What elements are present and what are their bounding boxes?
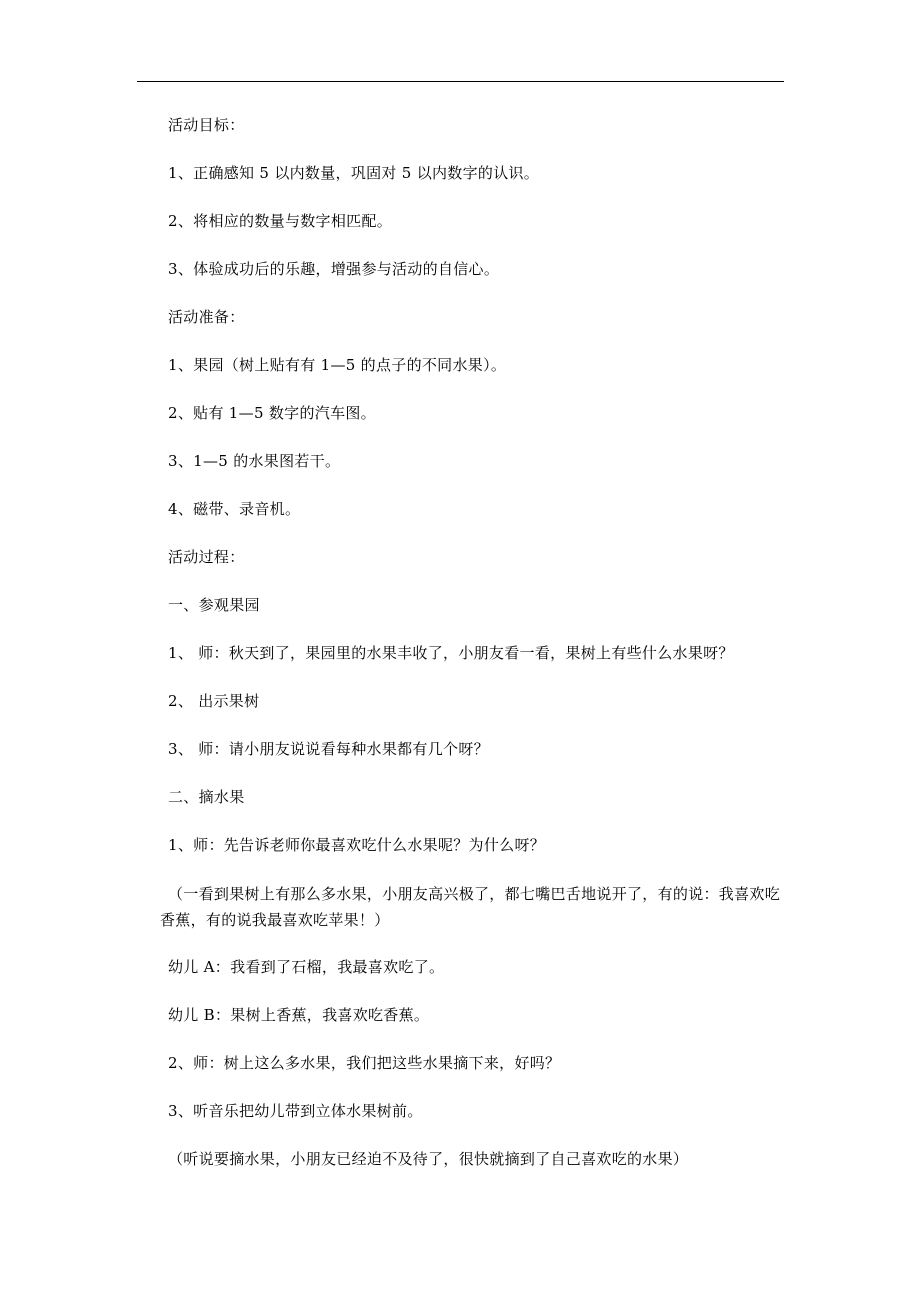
section-heading-goals: 活动目标： (168, 116, 245, 134)
goal-item-2: 2、将相应的数量与数字相匹配。 (168, 212, 393, 230)
process-part-1-item-3: 3、 师：请小朋友说说看每种水果都有几个呀？ (168, 740, 489, 758)
process-part-2-item-3: 3、听音乐把幼儿带到立体水果树前。 (168, 1102, 423, 1120)
goal-item-3: 3、体验成功后的乐趣，增强参与活动的自信心。 (168, 260, 500, 278)
prep-item-2: 2、贴有 1—5 数字的汽车图。 (168, 404, 376, 422)
process-part-1-item-2: 2、 出示果树 (168, 692, 260, 710)
prep-item-3: 3、1—5 的水果图若干。 (168, 452, 341, 470)
child-a-reply: 幼儿 A：我看到了石榴，我最喜欢吃了。 (168, 958, 445, 976)
section-heading-preparation: 活动准备： (168, 308, 245, 326)
prep-item-1: 1、果园（树上贴有有 1—5 的点子的不同水果）。 (168, 356, 507, 374)
child-b-reply: 幼儿 B：果树上香蕉，我喜欢吃香蕉。 (168, 1006, 430, 1024)
narrative-paragraph-2: （听说要摘水果，小朋友已经迫不及待了，很快就摘到了自己喜欢吃的水果） (168, 1150, 689, 1168)
section-heading-process: 活动过程： (168, 548, 245, 566)
process-part-1-title: 一、参观果园 (168, 596, 260, 614)
process-part-2-title: 二、摘水果 (168, 788, 245, 806)
header-rule (137, 81, 784, 82)
process-part-2-item-2: 2、师：树上这么多水果，我们把这些水果摘下来，好吗？ (168, 1054, 561, 1072)
process-part-2-item-1: 1、师：先告诉老师你最喜欢吃什么水果呢？为什么呀？ (168, 836, 546, 854)
narrative-paragraph-1: （一看到果树上有那么多水果，小朋友高兴极了，都七嘴巴舌地说开了，有的说：我喜欢吃香蕉，有的说我最喜欢吃苹果！） (160, 885, 781, 929)
process-part-1-item-1: 1、 师：秋天到了，果园里的水果丰收了，小朋友看一看，果树上有些什么水果呀？ (168, 644, 734, 662)
prep-item-4: 4、磁带、录音机。 (168, 500, 301, 518)
goal-item-1: 1、正确感知 5 以内数量，巩固对 5 以内数字的认识。 (168, 164, 540, 182)
